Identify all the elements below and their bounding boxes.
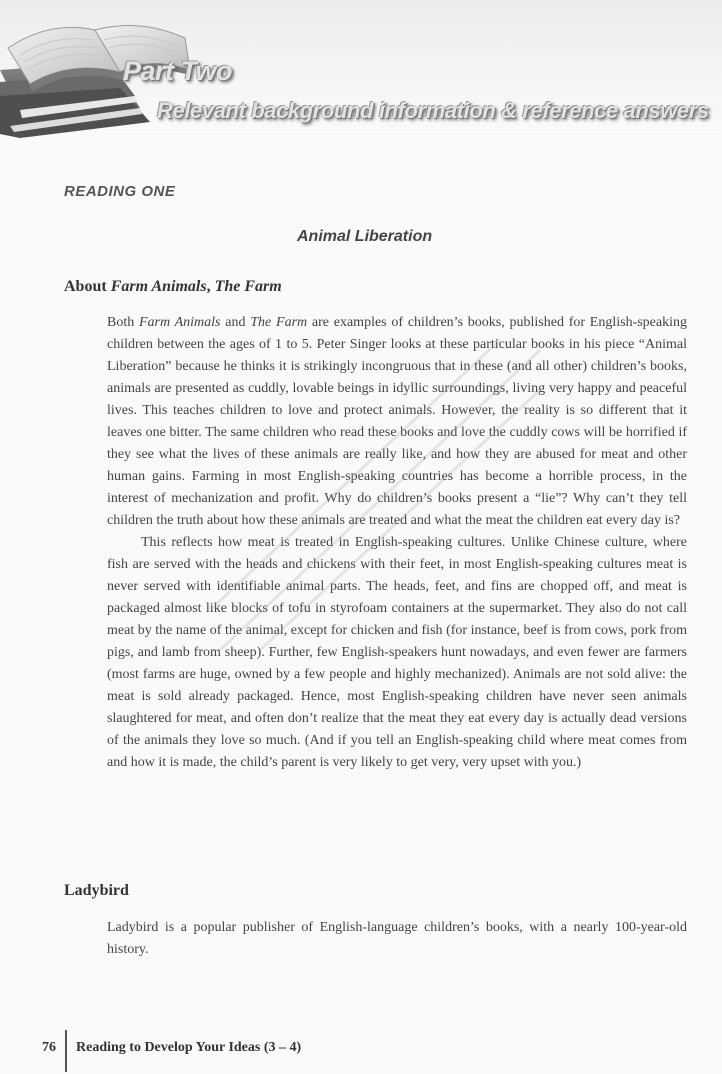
footer-divider: [65, 1030, 67, 1072]
section-label: READING ONE: [64, 183, 176, 200]
section-heading-ladybird: Ladybird: [64, 882, 129, 899]
part-subtitle: Relevant background information & reference answers: [157, 98, 709, 123]
heading-italic-title-2: The Farm: [214, 278, 282, 295]
paragraph: This reflects how meat is treated in English-speaking cultures. Unlike Chinese culture, where fish are served with the heads and chickens with their feet, in most English-speaking cultures meat is never served with identifiable animal parts. The heads, feet, and fins are chopped off, and meat is packaged almost like blocks of tofu in styrofoam containers at the supermarket. They also do not call meat by the name of the animal, except for chicken and fish (for instance, beef is from cows, pork from pigs, and lamb from sheep). Further, few English-speakers hunt nowadays, and even fewer are farmers (most farms are huge, owned by a few people and highly mechanized). Animals are not sold alive: the meat is sold already packaged. Hence, most English-speaking children have never seen animals slaughtered for meat, and often don’t realize that the meat they eat every day is actually dead versions of the animals they love so much. (And if you tell an English-speaking child where meat comes from and how it is made, the child’s parent is very likely to get very, very upset with you.): [107, 535, 687, 770]
italic-book-title: Farm Animals: [139, 315, 221, 330]
paragraph: [107, 312, 687, 532]
heading-separator: ,: [206, 278, 215, 295]
section-heading-about: [64, 278, 282, 296]
section2-body: [107, 917, 687, 961]
heading-italic-title-1: Farm Animals: [110, 278, 207, 295]
article-title: Animal Liberation: [297, 228, 433, 245]
text-run: and: [220, 315, 251, 330]
text-run: Both: [107, 315, 139, 330]
part-title: Part Two: [123, 56, 233, 86]
paragraph: Ladybird is a popular publisher of English-language children’s books, with a nearly 100-year-old history.: [107, 920, 687, 957]
footer-book-title: Reading to Develop Your Ideas (3 – 4): [76, 1040, 302, 1055]
text-run: are examples of children’s books, published for English-speaking children between the ages of 1 to 5. Peter Singer looks at these particular books in his piece “Animal Liberation” because he thinks it is strikingly incongruous that in these (and all other) children’s books, animals are presented as cuddly, lovable beings in idyllic surroundings, living very happy and peaceful lives. This teaches children to love and protect animals. However, the reality is so different that it leaves one bitter. The same children who read these books and love the cuddly cows will be horrified if they see what the lives of these animals are really like, and how they are abused for meat and other human gains. Farming in most English-speaking countries has become a horrible process, in the interest of mechanization and profit. Why do children’s books present a “lie”? Why can’t they tell children the truth about how these animals are treated and what the meat the children eat every day is?: [107, 315, 687, 528]
heading-prefix: About: [64, 278, 111, 295]
page-number: 76: [42, 1040, 56, 1055]
italic-book-title: The Farm: [250, 315, 308, 330]
section1-body: [107, 312, 687, 774]
